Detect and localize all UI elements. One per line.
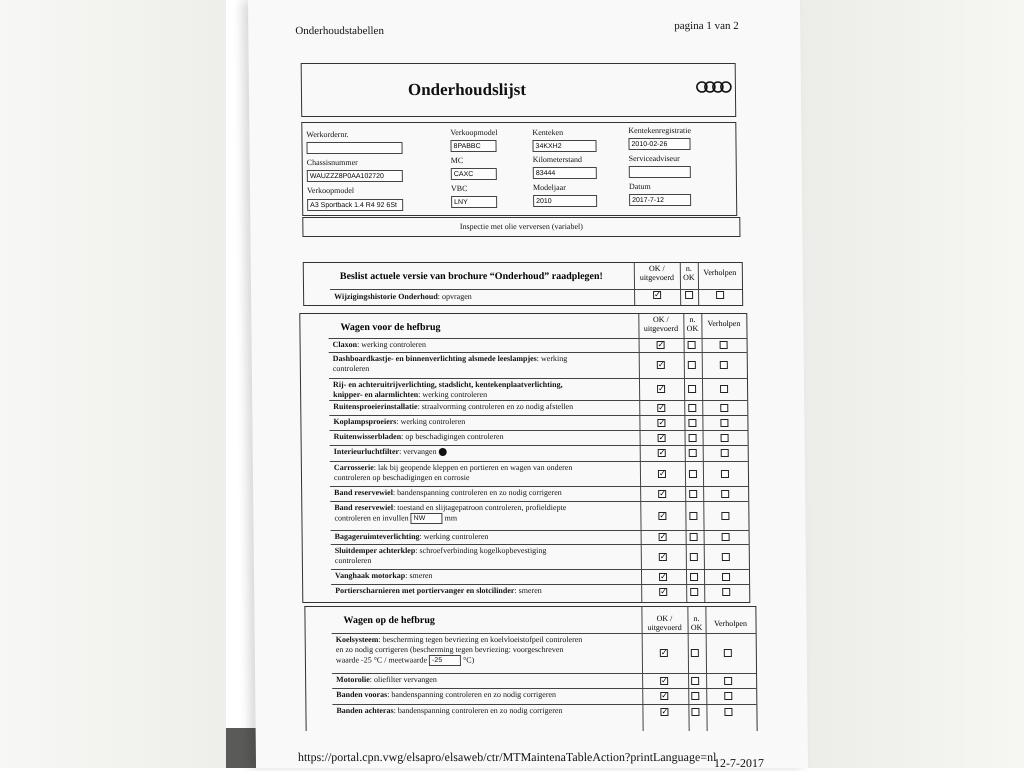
checkbox-nok[interactable] <box>689 490 697 498</box>
checkbox-ok[interactable]: ✓ <box>661 691 669 700</box>
background-right <box>798 0 1024 768</box>
checkbox-ok[interactable]: ✓ <box>658 469 666 478</box>
checklist-item: Motorolie: oliefilter vervangen <box>336 675 437 684</box>
verkoopmodel-naam-field[interactable]: A3 Sportback 1.4 R4 92 6St <box>307 199 403 211</box>
checkbox-verholpen[interactable] <box>722 573 730 581</box>
checkbox-verholpen[interactable] <box>720 404 728 412</box>
col-verholpen: Verholpen <box>703 268 737 277</box>
checkbox-verholpen[interactable] <box>721 470 729 478</box>
checkbox-verholpen[interactable] <box>722 533 730 541</box>
checkbox-verholpen[interactable] <box>721 449 729 457</box>
section-title: Wagen op de hefbrug <box>343 615 435 626</box>
checkbox-nok[interactable] <box>690 573 698 581</box>
verkoopmodel2-label: Verkoopmodel <box>306 186 355 195</box>
datum-label: Datum <box>628 182 651 191</box>
checkbox-ok[interactable]: ✓ <box>657 360 665 369</box>
measurement-field[interactable]: -25 <box>429 655 461 666</box>
col-nok: n. OK <box>686 315 699 333</box>
section-title: Wagen voor de hefbrug <box>340 322 441 333</box>
col-ok: OK / uitgevoerd <box>643 315 679 333</box>
service-type: Inspectie met olie verversen (variabel) <box>459 222 583 231</box>
kentekenregistratie-field[interactable]: 2010-02-26 <box>628 138 690 150</box>
section-title: Beslist actuele versie van brochure “Onderhoud” raadplegen! <box>339 271 603 282</box>
kilometerstand-label: Kilometerstand <box>532 155 583 164</box>
checkbox-verholpen[interactable] <box>724 692 732 700</box>
checkbox-nok[interactable] <box>688 404 696 412</box>
checkbox-verholpen[interactable] <box>724 649 732 657</box>
checkbox-nok[interactable] <box>689 434 697 442</box>
col-ok: OK / uitgevoerd <box>647 614 682 632</box>
page-number: pagina 1 van 2 <box>674 20 739 32</box>
checkbox-ok[interactable]: ✓ <box>659 532 667 541</box>
kentekenregistratie-label: Kentekenregistratie <box>628 126 692 135</box>
chassisnummer-field[interactable]: WAUZZZ8P0AA102720 <box>307 170 403 182</box>
kenteken-field[interactable]: 34KXH2 <box>532 140 596 152</box>
page-title: Onderhoudslijst <box>407 80 527 99</box>
checklist-item: Claxon: werking controleren <box>332 340 426 349</box>
checkbox-verholpen[interactable] <box>724 708 732 716</box>
chassisnummer-label: Chassisnummer <box>306 158 358 167</box>
checkbox-nok[interactable] <box>691 708 699 716</box>
service-type-box <box>302 217 740 237</box>
checklist-item: Interieurluchtfilter: vervangen <box>334 447 447 457</box>
footer-url: https://portal.cpn.vwg/elsapro/elsaweb/ctr/MTMaintenaTableAction?printLanguage=nl <box>297 750 717 764</box>
checkbox-verholpen[interactable] <box>721 512 729 520</box>
checkbox-verholpen[interactable] <box>724 677 732 685</box>
modeljaar-label: Modeljaar <box>532 183 566 192</box>
checkbox-verholpen[interactable] <box>722 553 730 561</box>
checkbox-nok[interactable] <box>685 291 693 299</box>
checkbox-verholpen[interactable] <box>720 341 728 349</box>
mc-label: MC <box>450 156 464 165</box>
checkbox-verholpen[interactable] <box>716 291 724 299</box>
col-nok: n. OK <box>683 264 695 282</box>
checkbox-nok[interactable] <box>690 533 698 541</box>
checklist-item: Carrosserie: lak bij geopende kleppen en portieren en wagen van onderen controleren op beschadigingen en corrosie <box>333 463 573 482</box>
checkbox-verholpen[interactable] <box>720 419 728 427</box>
verkoopmodel-label: Verkoopmodel <box>450 128 498 137</box>
checkbox-ok[interactable]: ✓ <box>661 707 669 716</box>
checkbox-ok[interactable]: ✓ <box>659 511 667 520</box>
checklist-item: Band reservewiel: toestand en slijtagepatroon controleren, profieldiepte controleren en invullen NW mm <box>334 503 567 523</box>
checkbox-ok[interactable]: ✓ <box>658 433 666 442</box>
document-page <box>248 0 808 768</box>
measurement-field[interactable]: NW <box>411 513 443 524</box>
section-wagen-op-hefbrug <box>304 606 757 731</box>
checkbox-ok[interactable]: ✓ <box>659 572 667 581</box>
table-edge <box>226 728 256 768</box>
checklist-item: Ruitenwisserbladen: op beschadigingen controleren <box>333 432 504 441</box>
section-brochure <box>303 262 743 306</box>
background-left <box>0 0 226 768</box>
checkbox-ok[interactable]: ✓ <box>658 418 666 427</box>
checklist-item: Koelsysteem: bescherming tegen bevriezing en koelvloeistofpeil controleren en zo nodig corrigeren (bescherming tegen bevriezing: voorgeschreven waarde -25 °C / meetwaarde -25 °C) <box>335 635 583 665</box>
checkbox-ok[interactable]: ✓ <box>658 403 666 412</box>
col-verholpen: Verholpen <box>707 319 741 328</box>
checklist-item: Koplampsproeiers: werking controleren <box>333 417 466 426</box>
modeljaar-field[interactable]: 2010 <box>533 195 597 207</box>
checkbox-nok[interactable] <box>691 692 699 700</box>
checklist-item: Banden vooras: bandenspanning controleren en zo nodig corrigeren <box>336 690 557 699</box>
section-wagen-voor-hefbrug <box>299 313 750 603</box>
werkordernr-label: Werkordernr. <box>306 130 349 139</box>
checklist-item: Rij- en achteruitrijverlichting, stadslicht, kentekenplaatverlichting, knipper- en alarmlichten: werking controleren <box>332 380 563 399</box>
mc-field[interactable]: CAXC <box>451 168 497 180</box>
checkbox-verholpen[interactable] <box>721 490 729 498</box>
vehicle-info-box <box>301 122 737 216</box>
checkbox-nok[interactable] <box>690 588 698 596</box>
kenteken-label: Kenteken <box>532 128 564 137</box>
checklist-item: Portierscharnieren met portiervanger en slotcilinder: smeren <box>335 586 542 595</box>
checkbox-ok[interactable]: ✓ <box>660 648 668 657</box>
vbc-field[interactable]: LNY <box>451 196 497 208</box>
row-wijzigingshistorie: Wijzigingshistorie Onderhoud: opvragen <box>334 292 472 301</box>
checkbox-nok[interactable] <box>688 419 696 427</box>
serviceadviseur-label: Serviceadviseur <box>628 154 680 163</box>
checkbox-verholpen[interactable] <box>720 361 728 369</box>
footer-date: 12-7-2017 <box>713 756 765 770</box>
col-verholpen: Verholpen <box>714 619 748 628</box>
checkbox-nok[interactable] <box>688 361 696 369</box>
checkbox-ok[interactable]: ✓ <box>661 676 668 685</box>
marker-dot <box>439 448 447 456</box>
checklist-item: Banden achteras: bandenspanning controleren en zo nodig corrigeren <box>336 706 563 715</box>
checkbox-nok[interactable] <box>688 385 696 393</box>
col-ok: OK / uitgevoerd <box>639 264 675 282</box>
checkbox-nok[interactable] <box>688 341 696 349</box>
page-header-left: Onderhoudstabellen <box>295 25 384 37</box>
checkbox-verholpen[interactable] <box>720 385 728 393</box>
datum-field[interactable]: 2017-7-12 <box>629 194 691 206</box>
checklist-item: Band reservewiel: bandenspanning controleren en zo nodig corrigeren <box>334 488 562 497</box>
checkbox-nok[interactable] <box>691 649 699 657</box>
checkbox-ok[interactable]: ✓ <box>659 489 666 498</box>
audi-rings-logo <box>696 80 732 94</box>
checkbox-ok[interactable]: ✓ <box>660 587 667 596</box>
checkbox-nok[interactable] <box>689 512 697 520</box>
title-box <box>301 63 737 117</box>
checklist-item: Bagageruimteverlichting: werking controleren <box>334 532 489 541</box>
checkbox-ok[interactable]: ✓ <box>658 448 666 457</box>
checklist-item: Dashboardkastje- en binnenverlichting alsmede leeslampjes: werking controleren <box>332 354 568 373</box>
kilometerstand-field[interactable]: 83444 <box>533 167 597 179</box>
checkbox-nok[interactable] <box>689 470 697 478</box>
vbc-label: VBC <box>450 184 468 193</box>
checklist-item: Ruitensproeierinstallatie: straalvorming controleren en zo nodig afstellen <box>333 402 574 411</box>
checkbox-ok[interactable]: ✓ <box>658 384 665 393</box>
checkbox-ok[interactable]: ✓ <box>657 340 665 349</box>
checkbox-verholpen[interactable] <box>721 434 729 442</box>
werkordernr-field[interactable] <box>306 142 402 154</box>
col-nok: n. OK <box>690 614 703 632</box>
serviceadviseur-field[interactable] <box>629 166 691 178</box>
checkbox-nok[interactable] <box>691 677 699 685</box>
checklist-item: Sluitdemper achterklep: schroefverbinding kogelkopbevestiging controleren <box>334 546 547 565</box>
checkbox-verholpen[interactable] <box>722 588 730 596</box>
checklist-item: Vanghaak motorkap: smeren <box>334 571 433 580</box>
checkbox-ok[interactable]: ✓ <box>659 552 667 561</box>
checkbox-nok[interactable] <box>690 553 698 561</box>
checkbox-ok[interactable]: ✓ <box>654 290 661 299</box>
verkoopmodel-code-field[interactable]: 8PABBC <box>450 140 496 152</box>
checkbox-nok[interactable] <box>689 449 697 457</box>
